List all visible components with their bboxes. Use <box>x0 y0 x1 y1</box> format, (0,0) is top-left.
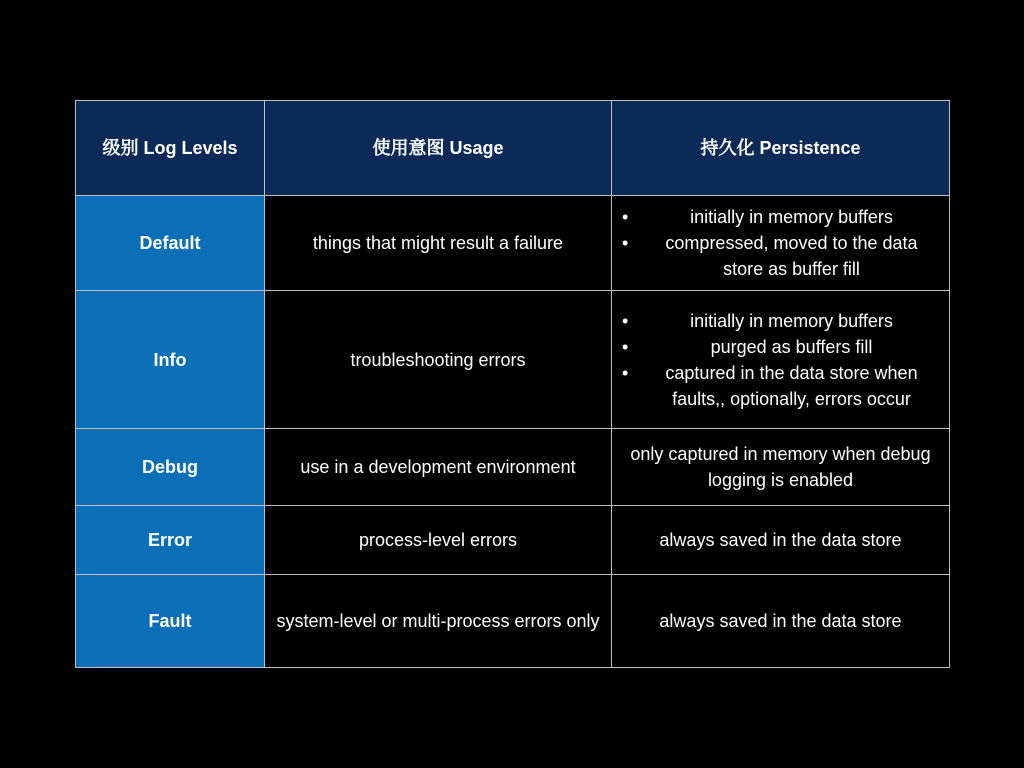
bullet-item: • compressed, moved to the data store as buffer fill <box>618 230 943 282</box>
bullet-item: • captured in the data store when faults,, optionally, errors occur <box>618 360 943 412</box>
level-cell-error: Error <box>76 506 265 575</box>
table-row <box>76 575 950 668</box>
persistence-cell <box>612 196 950 291</box>
header-persistence: 持久化 Persistence <box>612 101 950 196</box>
persistence-bullet-list <box>618 204 943 282</box>
level-cell-debug: Debug <box>76 429 265 506</box>
usage-cell: troubleshooting errors <box>265 291 612 429</box>
level-cell-info: Info <box>76 291 265 429</box>
header-log-levels: 级别 Log Levels <box>76 101 265 196</box>
persistence-bullet-list <box>618 308 943 412</box>
persistence-cell <box>612 291 950 429</box>
level-cell-default: Default <box>76 196 265 291</box>
table-row <box>76 429 950 506</box>
level-cell-fault: Fault <box>76 575 265 668</box>
header-row <box>76 101 950 196</box>
log-levels-table <box>75 100 950 668</box>
usage-cell: process-level errors <box>265 506 612 575</box>
usage-cell: things that might result a failure <box>265 196 612 291</box>
table-row <box>76 291 950 429</box>
usage-cell: use in a development environment <box>265 429 612 506</box>
table-row <box>76 196 950 291</box>
header-usage: 使用意图 Usage <box>265 101 612 196</box>
bullet-item: • purged as buffers fill <box>618 334 943 360</box>
bullet-item: • initially in memory buffers <box>618 308 943 334</box>
persistence-cell: always saved in the data store <box>612 575 950 668</box>
usage-cell: system-level or multi-process errors only <box>265 575 612 668</box>
table-row <box>76 506 950 575</box>
persistence-cell: only captured in memory when debug logging is enabled <box>612 429 950 506</box>
bullet-item: • initially in memory buffers <box>618 204 943 230</box>
persistence-cell: always saved in the data store <box>612 506 950 575</box>
